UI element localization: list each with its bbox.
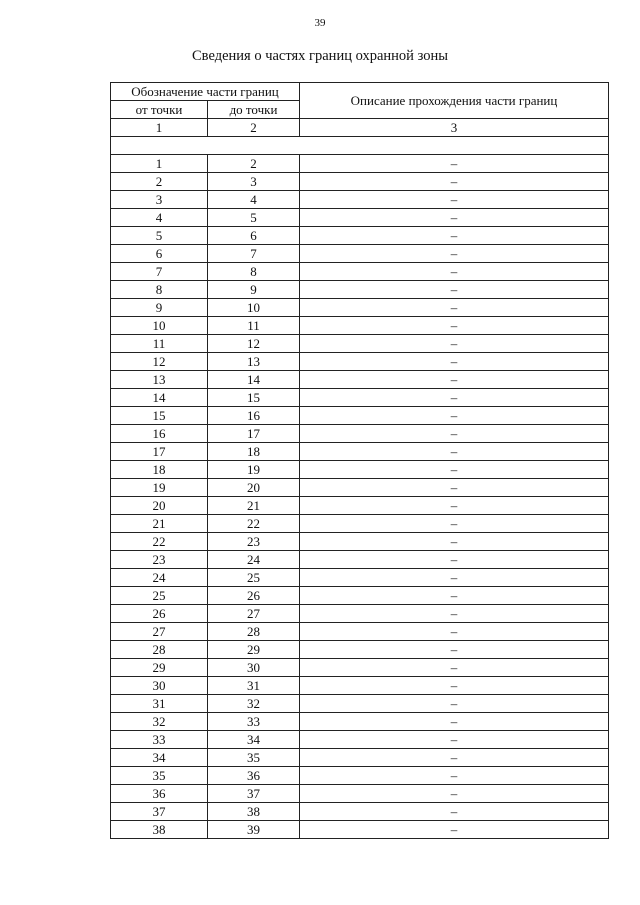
description-cell: – — [300, 281, 609, 299]
description-cell: – — [300, 263, 609, 281]
from-point-cell: 38 — [111, 821, 208, 839]
to-point-cell: 19 — [208, 461, 300, 479]
from-point-cell: 16 — [111, 425, 208, 443]
table-row — [111, 443, 609, 461]
from-point-cell: 35 — [111, 767, 208, 785]
table-row — [111, 695, 609, 713]
from-point-cell: 10 — [111, 317, 208, 335]
to-point-cell: 36 — [208, 767, 300, 785]
blank-cell — [111, 137, 609, 155]
from-point-cell: 30 — [111, 677, 208, 695]
from-point-cell: 2 — [111, 173, 208, 191]
description-cell: – — [300, 389, 609, 407]
table-row — [111, 749, 609, 767]
table-row — [111, 677, 609, 695]
table-row — [111, 353, 609, 371]
to-point-cell: 8 — [208, 263, 300, 281]
table-row — [111, 713, 609, 731]
description-cell: – — [300, 443, 609, 461]
to-point-cell: 37 — [208, 785, 300, 803]
from-point-header: от точки — [111, 101, 208, 119]
from-point-cell: 7 — [111, 263, 208, 281]
table-row — [111, 479, 609, 497]
description-cell: – — [300, 803, 609, 821]
to-point-cell: 24 — [208, 551, 300, 569]
table-row — [111, 263, 609, 281]
from-point-cell: 18 — [111, 461, 208, 479]
table-row — [111, 281, 609, 299]
description-cell: – — [300, 821, 609, 839]
to-point-cell: 39 — [208, 821, 300, 839]
page-number: 39 — [314, 17, 326, 29]
description-cell: – — [300, 713, 609, 731]
from-point-cell: 36 — [111, 785, 208, 803]
to-point-cell: 32 — [208, 695, 300, 713]
description-cell: – — [300, 461, 609, 479]
from-point-cell: 24 — [111, 569, 208, 587]
from-point-cell: 37 — [111, 803, 208, 821]
table-row — [111, 389, 609, 407]
description-cell: – — [300, 695, 609, 713]
description-cell: – — [300, 371, 609, 389]
from-point-cell: 23 — [111, 551, 208, 569]
description-cell: – — [300, 533, 609, 551]
to-point-cell: 26 — [208, 587, 300, 605]
table-row — [111, 821, 609, 839]
from-point-cell: 26 — [111, 605, 208, 623]
to-point-cell: 13 — [208, 353, 300, 371]
table-row — [111, 371, 609, 389]
table-row — [111, 461, 609, 479]
description-cell: – — [300, 173, 609, 191]
to-point-cell: 33 — [208, 713, 300, 731]
from-point-cell: 4 — [111, 209, 208, 227]
description-cell: – — [300, 317, 609, 335]
from-point-cell: 28 — [111, 641, 208, 659]
from-point-cell: 11 — [111, 335, 208, 353]
from-point-cell: 15 — [111, 407, 208, 425]
description-cell: – — [300, 677, 609, 695]
description-cell: – — [300, 209, 609, 227]
description-cell: – — [300, 425, 609, 443]
description-cell: – — [300, 227, 609, 245]
to-point-cell: 7 — [208, 245, 300, 263]
to-point-cell: 18 — [208, 443, 300, 461]
description-header: Описание прохождения части границ — [300, 83, 609, 119]
to-point-cell: 11 — [208, 317, 300, 335]
table-row — [111, 227, 609, 245]
table-row — [111, 299, 609, 317]
table-row — [111, 191, 609, 209]
from-point-cell: 31 — [111, 695, 208, 713]
from-point-cell: 14 — [111, 389, 208, 407]
description-cell: – — [300, 641, 609, 659]
to-point-cell: 16 — [208, 407, 300, 425]
description-cell: – — [300, 767, 609, 785]
description-cell: – — [300, 155, 609, 173]
description-cell: – — [300, 407, 609, 425]
description-cell: – — [300, 335, 609, 353]
to-point-cell: 12 — [208, 335, 300, 353]
to-point-cell: 9 — [208, 281, 300, 299]
description-cell: – — [300, 497, 609, 515]
table-row — [111, 731, 609, 749]
description-cell: – — [300, 623, 609, 641]
table-row — [111, 785, 609, 803]
to-point-cell: 35 — [208, 749, 300, 767]
header-row-1 — [111, 83, 609, 101]
description-cell: – — [300, 515, 609, 533]
table-row — [111, 641, 609, 659]
from-point-cell: 22 — [111, 533, 208, 551]
to-point-header: до точки — [208, 101, 300, 119]
from-point-cell: 25 — [111, 587, 208, 605]
column-number: 1 — [111, 119, 208, 137]
from-point-cell: 3 — [111, 191, 208, 209]
from-point-cell: 1 — [111, 155, 208, 173]
table-row — [111, 623, 609, 641]
column-number: 2 — [208, 119, 300, 137]
to-point-cell: 4 — [208, 191, 300, 209]
description-cell: – — [300, 191, 609, 209]
to-point-cell: 10 — [208, 299, 300, 317]
from-point-cell: 8 — [111, 281, 208, 299]
description-cell: – — [300, 587, 609, 605]
table-row — [111, 569, 609, 587]
description-cell: – — [300, 605, 609, 623]
to-point-cell: 17 — [208, 425, 300, 443]
column-number: 3 — [300, 119, 609, 137]
to-point-cell: 3 — [208, 173, 300, 191]
from-point-cell: 6 — [111, 245, 208, 263]
description-cell: – — [300, 569, 609, 587]
table-row — [111, 587, 609, 605]
table-row — [111, 425, 609, 443]
table-row — [111, 209, 609, 227]
to-point-cell: 5 — [208, 209, 300, 227]
to-point-cell: 27 — [208, 605, 300, 623]
description-cell: – — [300, 479, 609, 497]
table-row — [111, 605, 609, 623]
table-row — [111, 245, 609, 263]
to-point-cell: 15 — [208, 389, 300, 407]
blank-row — [111, 137, 609, 155]
table-row — [111, 515, 609, 533]
to-point-cell: 23 — [208, 533, 300, 551]
from-point-cell: 29 — [111, 659, 208, 677]
group-header: Обозначение части границ — [111, 83, 300, 101]
to-point-cell: 22 — [208, 515, 300, 533]
from-point-cell: 19 — [111, 479, 208, 497]
column-number-row — [111, 119, 609, 137]
description-cell: – — [300, 299, 609, 317]
table-row — [111, 335, 609, 353]
table-row — [111, 659, 609, 677]
to-point-cell: 20 — [208, 479, 300, 497]
table-row — [111, 407, 609, 425]
document-title: Сведения о частях границ охранной зоны — [192, 48, 448, 64]
to-point-cell: 2 — [208, 155, 300, 173]
from-point-cell: 9 — [111, 299, 208, 317]
table-row — [111, 533, 609, 551]
from-point-cell: 33 — [111, 731, 208, 749]
to-point-cell: 14 — [208, 371, 300, 389]
description-cell: – — [300, 749, 609, 767]
to-point-cell: 25 — [208, 569, 300, 587]
from-point-cell: 20 — [111, 497, 208, 515]
table-row — [111, 767, 609, 785]
to-point-cell: 28 — [208, 623, 300, 641]
from-point-cell: 13 — [111, 371, 208, 389]
from-point-cell: 34 — [111, 749, 208, 767]
to-point-cell: 29 — [208, 641, 300, 659]
description-cell: – — [300, 245, 609, 263]
from-point-cell: 17 — [111, 443, 208, 461]
from-point-cell: 21 — [111, 515, 208, 533]
table-row — [111, 497, 609, 515]
table-row — [111, 317, 609, 335]
to-point-cell: 6 — [208, 227, 300, 245]
from-point-cell: 32 — [111, 713, 208, 731]
boundary-parts-table — [110, 82, 609, 839]
to-point-cell: 34 — [208, 731, 300, 749]
table-row — [111, 803, 609, 821]
description-cell: – — [300, 353, 609, 371]
table-row — [111, 155, 609, 173]
to-point-cell: 31 — [208, 677, 300, 695]
to-point-cell: 38 — [208, 803, 300, 821]
description-cell: – — [300, 551, 609, 569]
description-cell: – — [300, 731, 609, 749]
to-point-cell: 21 — [208, 497, 300, 515]
table-row — [111, 551, 609, 569]
to-point-cell: 30 — [208, 659, 300, 677]
from-point-cell: 12 — [111, 353, 208, 371]
description-cell: – — [300, 785, 609, 803]
description-cell: – — [300, 659, 609, 677]
table-row — [111, 173, 609, 191]
from-point-cell: 5 — [111, 227, 208, 245]
from-point-cell: 27 — [111, 623, 208, 641]
